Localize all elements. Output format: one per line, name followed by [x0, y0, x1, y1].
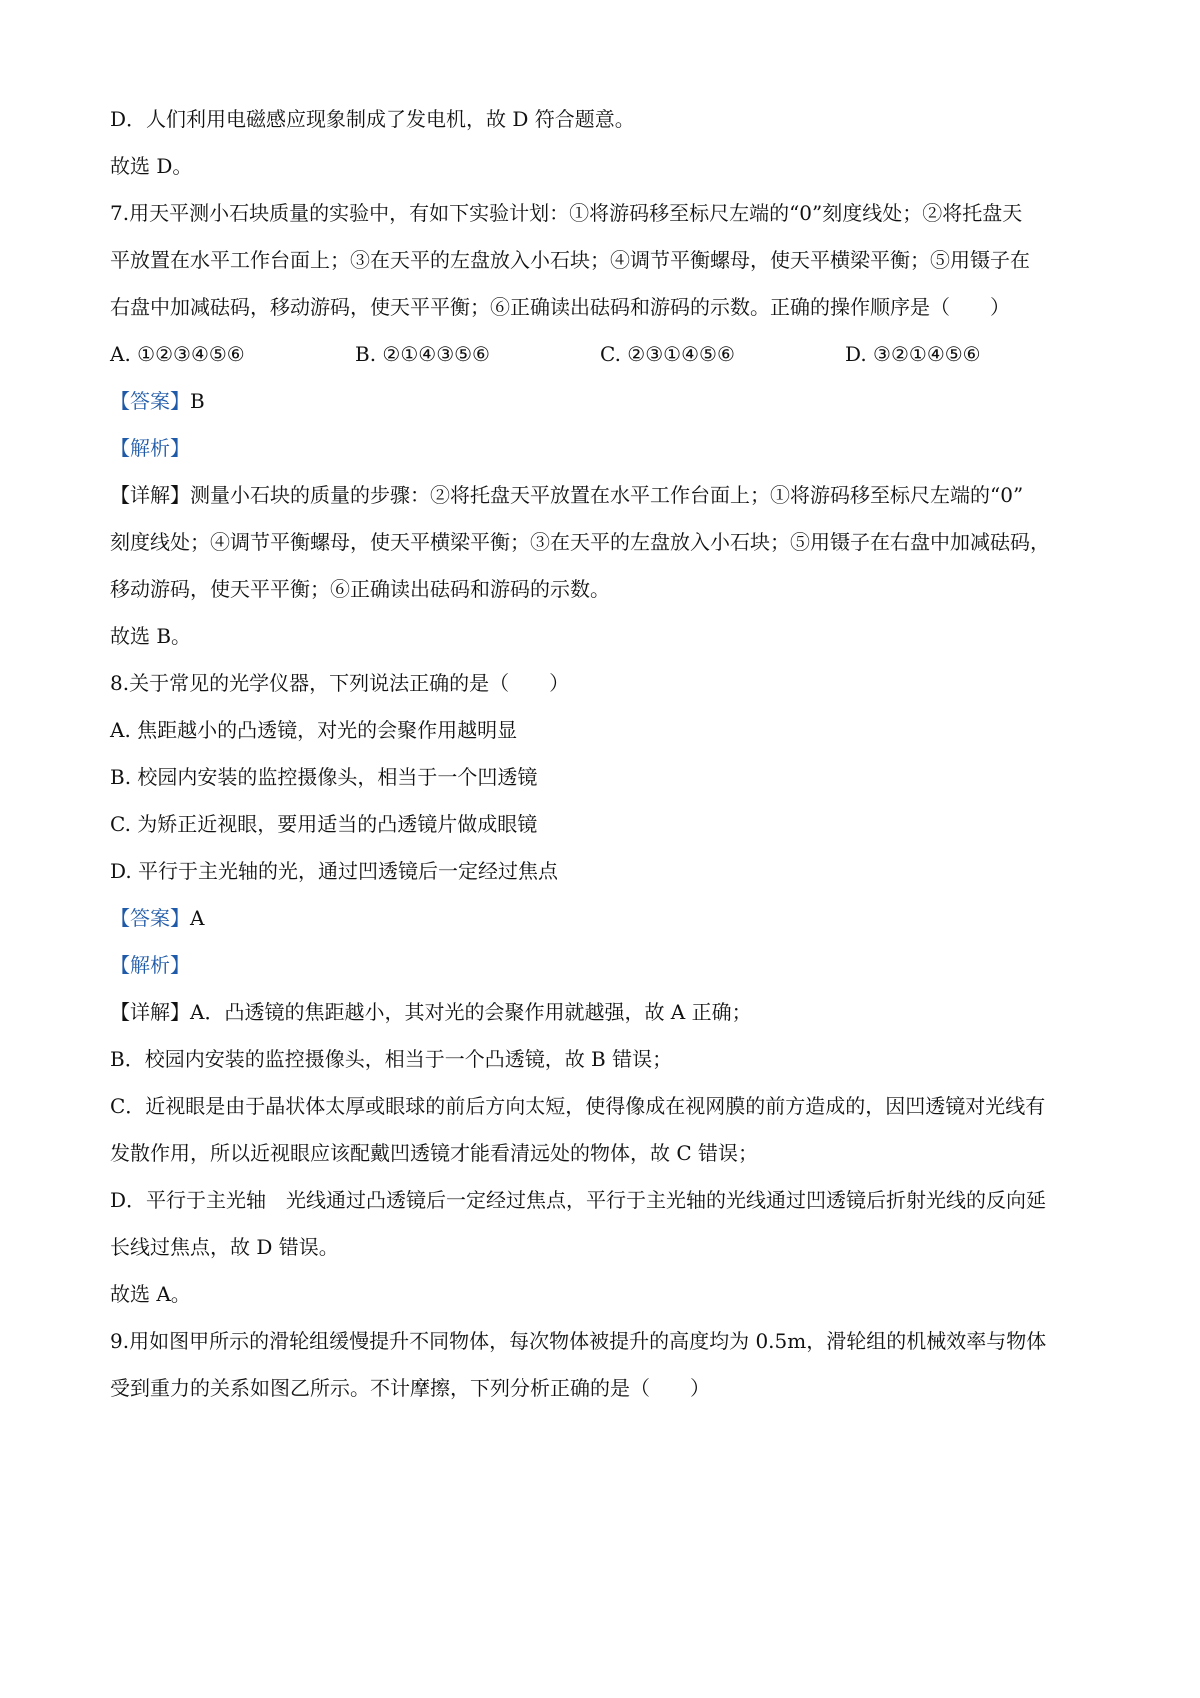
- q8-answer-tag: 【答案】: [110, 906, 190, 930]
- q7-stem-line-2: 平放置在水平工作台面上；③在天平的左盘放入小石块；④调节平衡螺母，使天平横梁平衡；⑤用镊子在: [110, 248, 1030, 272]
- q8-analysis: [110, 942, 1100, 989]
- q8-detail-text-1: A．凸透镜的焦距越小，其对光的会聚作用就越强，故 A 正确；: [190, 1000, 752, 1024]
- q7-option-c: C. ②③①④⑤⑥: [600, 342, 735, 366]
- q8-option-c: C. 为矫正近视眼，要用适当的凸透镜片做成眼镜: [110, 812, 538, 836]
- q7-answer-tag: 【答案】: [110, 389, 190, 413]
- q8-option-a: A. 焦距越小的凸透镜，对光的会聚作用越明显: [110, 718, 518, 742]
- q8-detail-line-2: B．校园内安装的监控摄像头，相当于一个凸透镜，故 B 错误；: [110, 1047, 673, 1071]
- q7-option-d: D. ③②①④⑤⑥: [845, 342, 981, 366]
- q8-analysis-tag: 【解析】: [110, 953, 190, 977]
- q8-detail-tag: 【详解】: [110, 1000, 190, 1024]
- q7-detail-line-1: [110, 472, 1100, 519]
- q8-detail-line-1: [110, 989, 1100, 1036]
- q8-option-b: B. 校园内安装的监控摄像头，相当于一个凹透镜: [110, 765, 538, 789]
- q8-option-d: D. 平行于主光轴的光，通过凹透镜后一定经过焦点: [110, 859, 559, 883]
- q8-stem: 8.关于常见的光学仪器，下列说法正确的是（ ）: [110, 671, 570, 695]
- q7-detail-tag: 【详解】: [110, 483, 190, 507]
- q7-conclusion: 故选 B。: [110, 624, 192, 648]
- q8-detail-line-6: 长线过焦点，故 D 错误。: [110, 1235, 339, 1259]
- q8-answer-value: A: [190, 906, 205, 930]
- q7-detail-line-3: 移动游码，使天平平衡；⑥正确读出砝码和游码的示数。: [110, 577, 610, 601]
- q8-detail-line-5: D．平行于主光轴 光线通过凸透镜后一定经过焦点，平行于主光轴的光线通过凹透镜后折射光线的反向延: [110, 1188, 1047, 1212]
- q7-detail-text-1: 测量小石块的质量的步骤：②将托盘天平放置在水平工作台面上；①将游码移至标尺左端的“0”: [190, 483, 1024, 507]
- q7-analysis-tag: 【解析】: [110, 436, 190, 460]
- q9-stem-line-2: 受到重力的关系如图乙所示。不计摩擦，下列分析正确的是（ ）: [110, 1376, 710, 1400]
- q7-detail-line-2: 刻度线处；④调节平衡螺母，使天平横梁平衡；③在天平的左盘放入小石块；⑤用镊子在右盘中加减砝码，: [110, 530, 1050, 554]
- q7-analysis: [110, 425, 1100, 472]
- q7-answer-value: B: [190, 389, 205, 413]
- q6-conclusion: 故选 D。: [110, 154, 193, 178]
- q8-conclusion: 故选 A。: [110, 1282, 191, 1306]
- q7-option-b: B. ②①④③⑤⑥: [355, 342, 490, 366]
- q9-stem-line-1: 9.用如图甲所示的滑轮组缓慢提升不同物体，每次物体被提升的高度均为 0.5m，滑轮组的机械效率与物体: [110, 1329, 1047, 1353]
- q7-stem-line-3: 右盘中加减砝码，移动游码，使天平平衡；⑥正确读出砝码和游码的示数。正确的操作顺序是（ ）: [110, 295, 1010, 319]
- q7-answer: [110, 378, 1100, 425]
- q7-options: [110, 331, 1100, 378]
- q6-option-d-explanation: D．人们利用电磁感应现象制成了发电机，故 D 符合题意。: [110, 107, 635, 131]
- document-page: [110, 96, 1100, 1412]
- q8-detail-line-3: C．近视眼是由于晶状体太厚或眼球的前后方向太短，使得像成在视网膜的前方造成的，因凹透镜对光线有: [110, 1094, 1046, 1118]
- q8-answer: [110, 895, 1100, 942]
- q7-stem-line-1: 7.用天平测小石块质量的实验中，有如下实验计划：①将游码移至标尺左端的“0”刻度线处；②将托盘天: [110, 201, 1023, 225]
- q8-detail-line-4: 发散作用，所以近视眼应该配戴凹透镜才能看清远处的物体，故 C 错误；: [110, 1141, 759, 1165]
- q7-option-a: A. ①②③④⑤⑥: [110, 342, 245, 366]
